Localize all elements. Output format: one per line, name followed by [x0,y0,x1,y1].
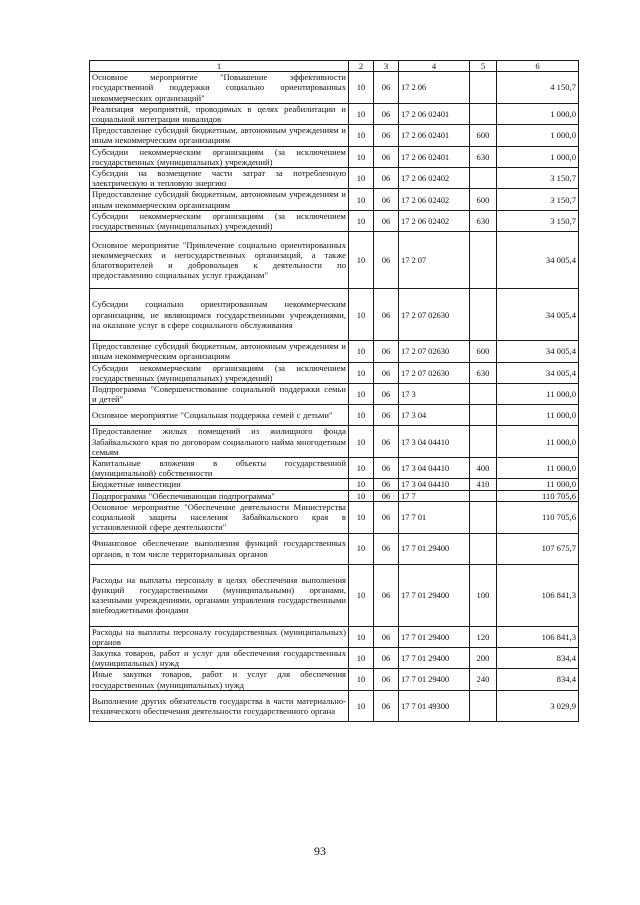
cell-target-code: 17 7 01 [399,501,470,533]
cell-target-code: 17 2 06 02401 [399,146,470,167]
cell-subsection: 06 [374,189,399,210]
cell-subsection: 06 [374,479,399,490]
cell-amount: 1 000,0 [497,125,579,146]
cell-section: 10 [349,146,374,167]
cell-expense-type: 100 [470,564,497,626]
table-row [90,490,579,501]
table-row [90,426,579,458]
cell-name: Основное мероприятие "Обеспечение деятельности Министерства социальной защиты населения Забайкальского края в установленной сфере деятельности" [90,501,349,533]
cell-name: Финансовое обеспечение выполнения функций государственных органов, в том числе территориальных органов [90,533,349,564]
column-header-target-code: 4 [399,61,470,72]
cell-section: 10 [349,341,374,362]
cell-target-code: 17 2 07 [399,232,470,289]
cell-expense-type [470,232,497,289]
cell-expense-type [470,426,497,458]
cell-name: Субсидии некоммерческим организациям (за исключением государственных (муниципальных) учреждений) [90,210,349,231]
cell-amount: 34 005,4 [497,362,579,383]
cell-subsection: 06 [374,341,399,362]
cell-target-code: 17 2 06 02402 [399,189,470,210]
cell-section: 10 [349,168,374,189]
cell-subsection: 06 [374,72,399,104]
cell-subsection: 06 [374,533,399,564]
cell-section: 10 [349,232,374,289]
cell-section: 10 [349,189,374,210]
cell-section: 10 [349,490,374,501]
table-row [90,669,579,690]
cell-section: 10 [349,362,374,383]
cell-section: 10 [349,564,374,626]
cell-amount: 1 000,0 [497,103,579,124]
cell-name: Расходы на выплаты персоналу государственных (муниципальных) органов [90,626,349,647]
column-header-expense-type: 5 [470,61,497,72]
cell-name: Субсидии на возмещение части затрат за потребленную электрическую и тепловую энергию [90,168,349,189]
budget-table [89,60,579,722]
table-body [90,72,579,722]
table-header-row [90,61,579,72]
table-row [90,103,579,124]
cell-section: 10 [349,289,374,341]
cell-subsection: 06 [374,384,399,405]
cell-expense-type [470,533,497,564]
cell-target-code: 17 3 04 04410 [399,479,470,490]
cell-expense-type [470,289,497,341]
cell-subsection: 06 [374,564,399,626]
cell-name: Бюджетные инвестиции [90,479,349,490]
cell-amount: 34 005,4 [497,341,579,362]
cell-expense-type [470,501,497,533]
table-row [90,189,579,210]
table-row [90,146,579,167]
cell-name: Субсидии некоммерческим организациям (за исключением государственных (муниципальных) учреждений) [90,146,349,167]
cell-name: Подпрограмма "Обеспечивающая подпрограмма" [90,490,349,501]
cell-target-code: 17 2 06 [399,72,470,104]
cell-name: Основное мероприятие "Повышение эффективности государственной поддержки социально ориентированных некоммерческих организаций" [90,72,349,104]
cell-amount: 11 000,0 [497,479,579,490]
cell-expense-type: 120 [470,626,497,647]
cell-subsection: 06 [374,362,399,383]
cell-subsection: 06 [374,690,399,721]
column-header-subsection: 3 [374,61,399,72]
cell-target-code: 17 7 01 29400 [399,533,470,564]
cell-section: 10 [349,626,374,647]
cell-amount: 11 000,0 [497,384,579,405]
cell-section: 10 [349,405,374,426]
cell-expense-type: 600 [470,189,497,210]
table-row [90,626,579,647]
cell-target-code: 17 3 [399,384,470,405]
cell-subsection: 06 [374,405,399,426]
cell-name: Предоставление субсидий бюджетным, автономным учреждениям и иным некоммерческим организациям [90,341,349,362]
table-row [90,168,579,189]
cell-expense-type: 600 [470,125,497,146]
table-row [90,384,579,405]
cell-target-code: 17 3 04 04410 [399,426,470,458]
cell-section: 10 [349,647,374,668]
cell-target-code: 17 2 06 02401 [399,125,470,146]
cell-subsection: 06 [374,490,399,501]
cell-section: 10 [349,501,374,533]
table-row [90,72,579,104]
cell-amount: 1 000,0 [497,146,579,167]
table-row [90,362,579,383]
cell-expense-type [470,168,497,189]
cell-name: Субсидии социально ориентированным некоммерческим организациям, не являющимся государственными учреждениями, на оказание услуг в сфере социального обслуживания [90,289,349,341]
cell-section: 10 [349,533,374,564]
cell-target-code: 17 3 04 04410 [399,458,470,479]
table-row [90,647,579,668]
cell-name: Основное мероприятие "Привлечение социально ориентированных некоммерческих и негосударственных организаций, а также благотворителей и добровольцев к деятельности по предоставлению социальных услуг гражданам" [90,232,349,289]
cell-target-code: 17 3 04 [399,405,470,426]
cell-subsection: 06 [374,669,399,690]
cell-amount: 11 000,0 [497,426,579,458]
table-row [90,533,579,564]
cell-name: Предоставление субсидий бюджетным, автономным учреждениям и иным некоммерческим организациям [90,189,349,210]
cell-target-code: 17 7 01 29400 [399,626,470,647]
cell-target-code: 17 2 06 02402 [399,168,470,189]
cell-subsection: 06 [374,426,399,458]
cell-amount: 34 005,4 [497,289,579,341]
cell-name: Закупка товаров, работ и услуг для обеспечения государственных (муниципальных) нужд [90,647,349,668]
table-row [90,479,579,490]
cell-expense-type: 630 [470,210,497,231]
cell-target-code: 17 7 01 49300 [399,690,470,721]
cell-subsection: 06 [374,289,399,341]
table-row [90,210,579,231]
cell-subsection: 06 [374,501,399,533]
cell-section: 10 [349,669,374,690]
cell-section: 10 [349,72,374,104]
column-header-name: 1 [90,61,349,72]
cell-name: Предоставление субсидий бюджетным, автономным учреждениям и иным некоммерческим организациям [90,125,349,146]
cell-expense-type: 240 [470,669,497,690]
cell-amount: 106 841,3 [497,564,579,626]
cell-expense-type [470,384,497,405]
cell-subsection: 06 [374,146,399,167]
column-header-amount: 6 [497,61,579,72]
cell-expense-type [470,72,497,104]
table-row [90,458,579,479]
column-header-section: 2 [349,61,374,72]
cell-amount: 3 150,7 [497,168,579,189]
cell-amount: 834,4 [497,647,579,668]
table-row [90,232,579,289]
cell-subsection: 06 [374,647,399,668]
cell-amount: 106 841,3 [497,626,579,647]
table-row [90,289,579,341]
cell-name: Выполнение других обязательств государства в части материально-технического обеспечения деятельности государственного органа [90,690,349,721]
cell-name: Расходы на выплаты персоналу в целях обеспечения выполнения функций государственными (муниципальными) органами, казенными учреждениями, органами управления государственными внебюджетными фондами [90,564,349,626]
cell-name: Субсидии некоммерческим организациям (за исключением государственных (муниципальных) учреждений) [90,362,349,383]
table-row [90,125,579,146]
cell-target-code: 17 2 07 02630 [399,341,470,362]
cell-expense-type [470,103,497,124]
cell-amount: 11 000,0 [497,458,579,479]
cell-expense-type: 400 [470,458,497,479]
cell-name: Капитальные вложения в объекты государственной (муниципальной) собственности [90,458,349,479]
cell-expense-type [470,690,497,721]
cell-name: Предоставление жилых помещений из жилищного фонда Забайкальского края по договорам социального найма многодетным семьям [90,426,349,458]
cell-target-code: 17 2 07 02630 [399,362,470,383]
cell-amount: 3 150,7 [497,189,579,210]
cell-section: 10 [349,384,374,405]
table-row [90,405,579,426]
cell-name: Основное мероприятие "Социальная поддержка семей с детьми" [90,405,349,426]
cell-amount: 834,4 [497,669,579,690]
cell-target-code: 17 7 01 29400 [399,564,470,626]
cell-name: Иные закупки товаров, работ и услуг для обеспечения государственных (муниципальных) нужд [90,669,349,690]
cell-subsection: 06 [374,232,399,289]
cell-subsection: 06 [374,168,399,189]
cell-amount: 107 675,7 [497,533,579,564]
cell-subsection: 06 [374,103,399,124]
cell-section: 10 [349,426,374,458]
cell-amount: 3 029,9 [497,690,579,721]
cell-subsection: 06 [374,626,399,647]
cell-amount: 3 150,7 [497,210,579,231]
cell-subsection: 06 [374,458,399,479]
cell-amount: 4 150,7 [497,72,579,104]
cell-subsection: 06 [374,210,399,231]
table-row [90,501,579,533]
table-row [90,690,579,721]
cell-name: Подпрограмма "Совершенствование социальной поддержки семьи и детей" [90,384,349,405]
cell-expense-type: 410 [470,479,497,490]
cell-target-code: 17 2 07 02630 [399,289,470,341]
cell-target-code: 17 2 06 02402 [399,210,470,231]
cell-section: 10 [349,458,374,479]
cell-expense-type: 630 [470,362,497,383]
cell-expense-type [470,405,497,426]
cell-section: 10 [349,125,374,146]
page-number: 93 [314,844,326,858]
cell-amount: 110 705,6 [497,501,579,533]
cell-subsection: 06 [374,125,399,146]
cell-amount: 110 705,6 [497,490,579,501]
cell-section: 10 [349,103,374,124]
cell-section: 10 [349,479,374,490]
cell-target-code: 17 7 [399,490,470,501]
cell-section: 10 [349,210,374,231]
table-row [90,564,579,626]
cell-name: Реализация мероприятий, проводимых в целях реабилитации и социальной интеграции инвалидов [90,103,349,124]
cell-expense-type: 200 [470,647,497,668]
cell-section: 10 [349,690,374,721]
cell-target-code: 17 7 01 29400 [399,647,470,668]
cell-expense-type [470,490,497,501]
cell-target-code: 17 2 06 02401 [399,103,470,124]
cell-expense-type: 600 [470,341,497,362]
cell-amount: 34 005,4 [497,232,579,289]
table-row [90,341,579,362]
cell-amount: 11 000,0 [497,405,579,426]
cell-target-code: 17 7 01 29400 [399,669,470,690]
cell-expense-type: 630 [470,146,497,167]
